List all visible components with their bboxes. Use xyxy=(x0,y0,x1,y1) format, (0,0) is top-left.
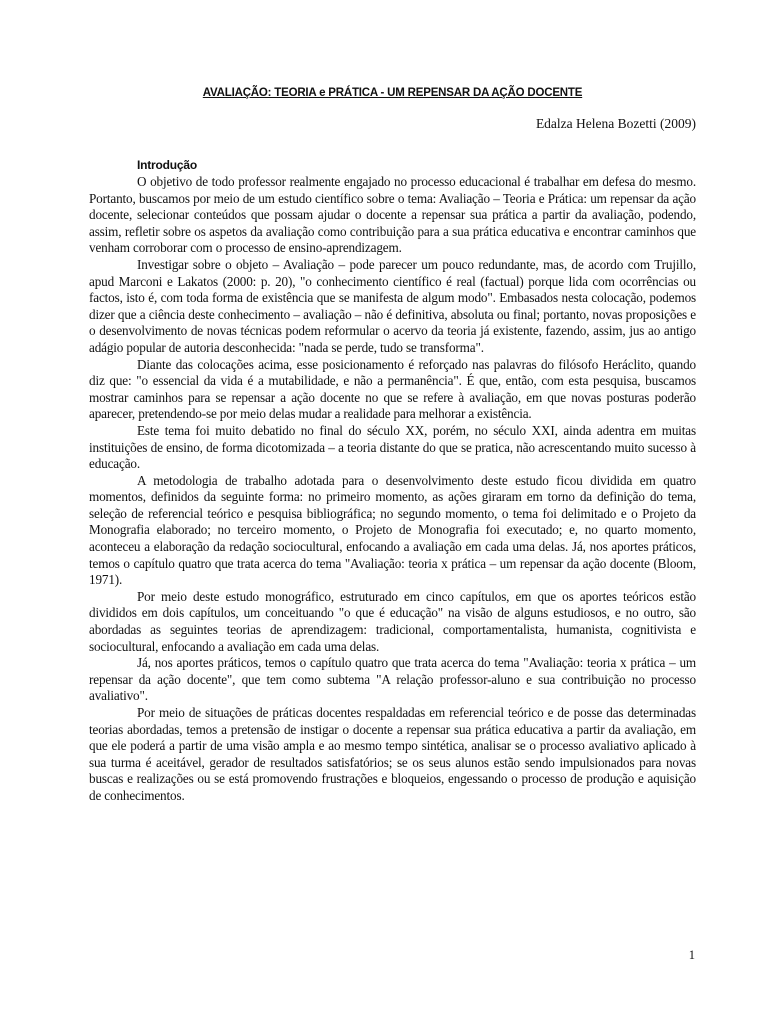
paragraph-4: Este tema foi muito debatido no final do século XX, porém, no século XXI, ainda adentra em muitas instituições de ensino, de forma dicotomizada – a teoria distante do que se pratica, não acrescentando muito sucesso à educação. xyxy=(89,422,696,472)
section-heading: Introdução xyxy=(137,158,197,172)
document-author: Edalza Helena Bozetti (2009) xyxy=(535,116,696,131)
paragraph-6: Por meio deste estudo monográfico, estruturado em cinco capítulos, em que os aportes teóricos estão divididos em dois capítulos, um conceituando "o que é educação" na visão de alguns estudiosos, e no outro, são abordadas as seguintes teorias de aprendizagem: tradicional, comportamentalista, humanista, cognitivista e sociocultural, enfocando a avaliação em cada uma delas. xyxy=(89,588,696,654)
document-title: AVALIAÇÃO: TEORIA e PRÁTICA - UM REPENSAR DA AÇÃO DOCENTE xyxy=(202,87,583,99)
paragraph-1: O objetivo de todo professor realmente engajado no processo educacional é trabalhar em defesa do mesmo. Portanto, buscamos por meio de um estudo científico sobre o tema: Avaliação – Teoria e Prática: um repensar da ação docente, selecionar conteúdos que possam ajudar o docente a repensar sua prática a partir da avaliação, podendo, assim, refletir sobre os aspetos da avaliação como contribuição para a sua prática educativa e encontrar caminhos que venham corroborar com o processo de ensino-aprendizagem. xyxy=(89,174,696,256)
paragraph-8: Por meio de situações de práticas docentes respaldadas em referencial teórico e de posse das determinadas teorias abordadas, temos a pretensão de instigar o docente a repensar sua prática educativa a partir da avaliação, em que ele poderá a partir de uma visão ampla e ao mesmo tempo sintética, analisar se o processo avaliativo aplicado à sua turma é aceitável, gerador de resultados satisfatórios; se os seus alunos estão sendo impulsionados para novas buscas e realizações ou se está promovendo frustrações e bloqueios, engessando o processo de produção e aquisição de conhecimentos. xyxy=(89,705,696,803)
document-body xyxy=(89,174,696,805)
paragraph-7: Já, nos aportes práticos, temos o capítulo quatro que trata acerca do tema "Avaliação: teoria x prática – um repensar da ação docente", que tem como subtema "A relação professor-aluno e sua contribuição no processo avaliativo". xyxy=(89,655,696,704)
paragraph-3: Diante das colocações acima, esse posicionamento é reforçado nas palavras do filósofo Heráclito, quando diz que: "o essencial da vida é a mutabilidade, e não a permanência". É que, então, com esta pesquisa, buscamos mostrar caminhos para se repensar a ação docente no que se refere à avaliação, em que novas posturas poderão aparecer, pretendendo-se por meio delas mudar a realidade para melhorar a existência. xyxy=(89,356,696,422)
paragraph-2: Investigar sobre o objeto – Avaliação – pode parecer um pouco redundante, mas, de acordo com Trujillo, apud Marconi e Lakatos (2000: p. 20), "o conhecimento científico é real (factual) porque lida com ocorrências ou factos, isto é, com toda forma de existência que se manifesta de algum modo". Embasados nesta colocação, podemos dizer que a ciência deste conhecimento – avaliação – não é definitiva, absoluta ou final; portanto, novas proposições e o desenvolvimento de novas técnicas podem reformular o acervo da teoria já existente, fazendo, assim, jus ao antigo adágio popular de autoria desconhecida: "nada se perde, tudo se transforma". xyxy=(89,256,696,355)
page-number: 1 xyxy=(688,948,695,962)
paragraph-5: A metodologia de trabalho adotada para o desenvolvimento deste estudo ficou dividida em quatro momentos, definidos da seguinte forma: no primeiro momento, as ações giraram em torno da definição do tema, seleção de referencial teórico e pesquisa bibliográfica; no segundo momento, o tema foi delimitado e o Projeto da Monografia elaborado; no terceiro momento, o Projeto de Monografia foi executado; e, no quarto momento, aconteceu a elaboração da redação sociocultural, enfocando a avaliação em cada uma delas. Já, nos aportes práticos, temos o capítulo quatro que trata acerca do tema "Avaliação: teoria x prática – um repensar da ação docente (Bloom, 1971). xyxy=(89,472,696,588)
